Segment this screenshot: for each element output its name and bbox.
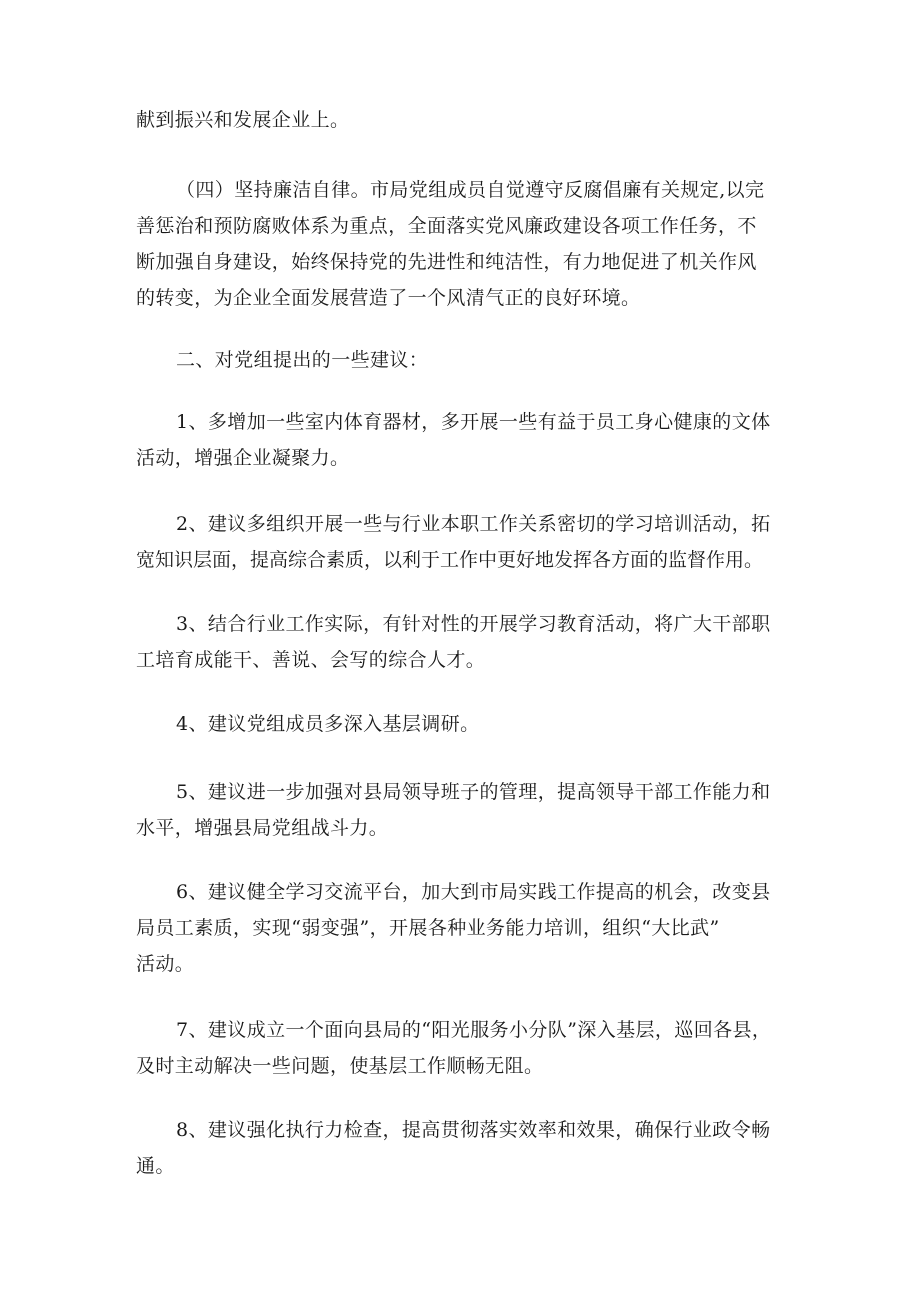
text-line: 7、建议成立一个面向县局的“阳光服务小分队”深入基层，巡回各县， bbox=[176, 1019, 772, 1041]
text-line: 二、对党组提出的一些建议： bbox=[176, 349, 429, 371]
text-line: 局员工素质，实现“弱变强”，开展各种业务能力培训，组织“大比武” bbox=[136, 917, 720, 939]
text-line: 宽知识层面，提高综合素质，以利于工作中更好地发挥各方面的监督作用。 bbox=[136, 549, 764, 571]
text-line: 3、结合行业工作实际，有针对性的开展学习教育活动，将广大干部职 bbox=[176, 613, 771, 635]
text-line: 活动。 bbox=[136, 953, 195, 975]
suggestion-item-8 bbox=[136, 1112, 796, 1184]
text-line: 4、建议党组成员多深入基层调研。 bbox=[176, 713, 480, 735]
suggestion-item-5 bbox=[136, 774, 796, 846]
paragraph-section-4-integrity bbox=[136, 172, 796, 316]
text-line: 6、建议健全学习交流平台，加大到市局实践工作提高的机会，改变县 bbox=[176, 881, 771, 903]
suggestion-item-7 bbox=[136, 1012, 796, 1084]
text-line: 及时主动解决一些问题，使基层工作顺畅无阻。 bbox=[136, 1055, 544, 1077]
text-line: 献到振兴和发展企业上。 bbox=[136, 109, 350, 131]
suggestion-item-6 bbox=[136, 874, 796, 982]
text-line: 善惩治和预防腐败体系为重点，全面落实党风廉政建设各项工作任务，不 bbox=[136, 215, 757, 237]
text-line: 1、多增加一些室内体育器材，多开展一些有益于员工身心健康的文体 bbox=[176, 411, 771, 433]
text-line: 5、建议进一步加强对县局领导班子的管理，提高领导干部工作能力和 bbox=[176, 781, 771, 803]
text-line: 活动，增强企业凝聚力。 bbox=[136, 447, 350, 469]
suggestion-item-3 bbox=[136, 606, 796, 678]
paragraph-continuation bbox=[136, 102, 796, 138]
text-line: 的转变，为企业全面发展营造了一个风清气正的良好环境。 bbox=[136, 287, 641, 309]
section-heading-suggestions bbox=[136, 342, 796, 378]
text-line: 断加强自身建设，始终保持党的先进性和纯洁性，有力地促进了机关作风 bbox=[136, 251, 757, 273]
text-line: 8、建议强化执行力检查，提高贯彻落实效率和效果，确保行业政令畅 bbox=[176, 1119, 771, 1141]
suggestion-item-2 bbox=[136, 506, 796, 578]
suggestion-item-4 bbox=[136, 706, 796, 742]
text-line: （四）坚持廉洁自律。市局党组成员自觉遵守反腐倡廉有关规定,以完 bbox=[176, 179, 765, 201]
suggestion-item-1 bbox=[136, 404, 796, 476]
text-line: 水平，增强县局党组战斗力。 bbox=[136, 817, 389, 839]
text-line: 工培育成能干、善说、会写的综合人才。 bbox=[136, 649, 486, 671]
text-line: 通。 bbox=[136, 1155, 175, 1177]
text-line: 2、建议多组织开展一些与行业本职工作关系密切的学习培训活动，拓 bbox=[176, 513, 771, 535]
